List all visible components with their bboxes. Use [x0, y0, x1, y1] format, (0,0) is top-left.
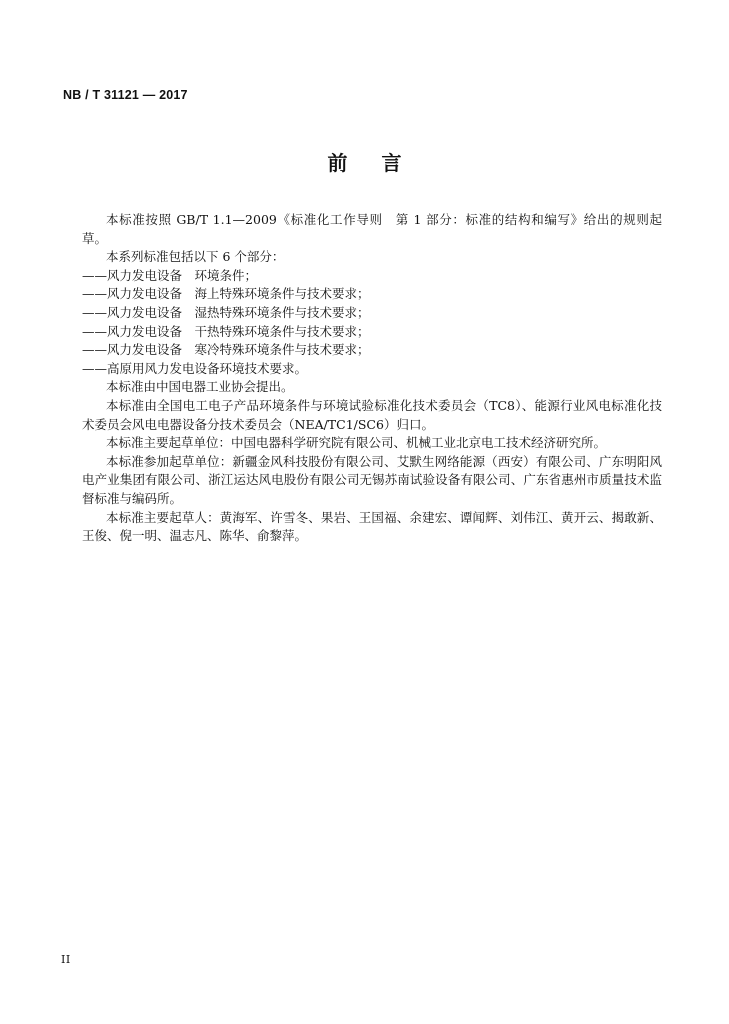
list-item: ——风力发电设备 环境条件； [82, 267, 258, 283]
paragraph-drafting-rules: 本标准按照 GB/T 1.1—2009《标准化工作导则 第 1 部分：标准的结构和编写》给出的规则起草。 [82, 212, 662, 246]
list-item: ——高原用风力发电设备环境技术要求。 [82, 360, 308, 376]
list-item: ——风力发电设备 海上特殊环境条件与技术要求； [82, 286, 370, 302]
foreword-body [82, 211, 662, 546]
paragraph-jurisdiction: 本标准由全国电工电子产品环境条件与环境试验标准化技术委员会（TC8）、能源行业风电标准化技术委员会风电电器设备分技术委员会（NEA/TC1/SC6）归口。 [82, 397, 662, 432]
paragraph-participating-units: 本标准参加起草单位：新疆金风科技股份有限公司、艾默生网络能源（西安）有限公司、广东明阳风电产业集团有限公司、浙江运达风电股份有限公司无锡苏南试验设备有限公司、广东省惠州市质量技术监督标准与编码所。 [82, 453, 662, 506]
standard-code-header: NB / T 31121 — 2017 [63, 88, 188, 102]
list-item: ——风力发电设备 干热特殊环境条件与技术要求； [82, 323, 370, 339]
paragraph-main-drafters: 本标准主要起草人：黄海军、许雪冬、果岩、王国福、余建宏、谭闻辉、刘伟江、黄开云、揭敢新、王俊、倪一明、温志凡、陈华、俞黎萍。 [82, 509, 662, 544]
paragraph-proposer: 本标准由中国电器工业协会提出。 [106, 379, 294, 395]
page-number: II [61, 953, 71, 966]
list-item: ——风力发电设备 湿热特殊环境条件与技术要求； [82, 304, 370, 320]
page-title: 前言 [327, 151, 436, 175]
paragraph-main-drafting-units: 本标准主要起草单位：中国电器科学研究院有限公司、机械工业北京电工技术经济研究所。 [106, 435, 607, 451]
list-item: ——风力发电设备 寒冷特殊环境条件与技术要求； [82, 342, 370, 358]
paragraph-series-intro: 本系列标准包括以下 6 个部分： [106, 249, 285, 265]
